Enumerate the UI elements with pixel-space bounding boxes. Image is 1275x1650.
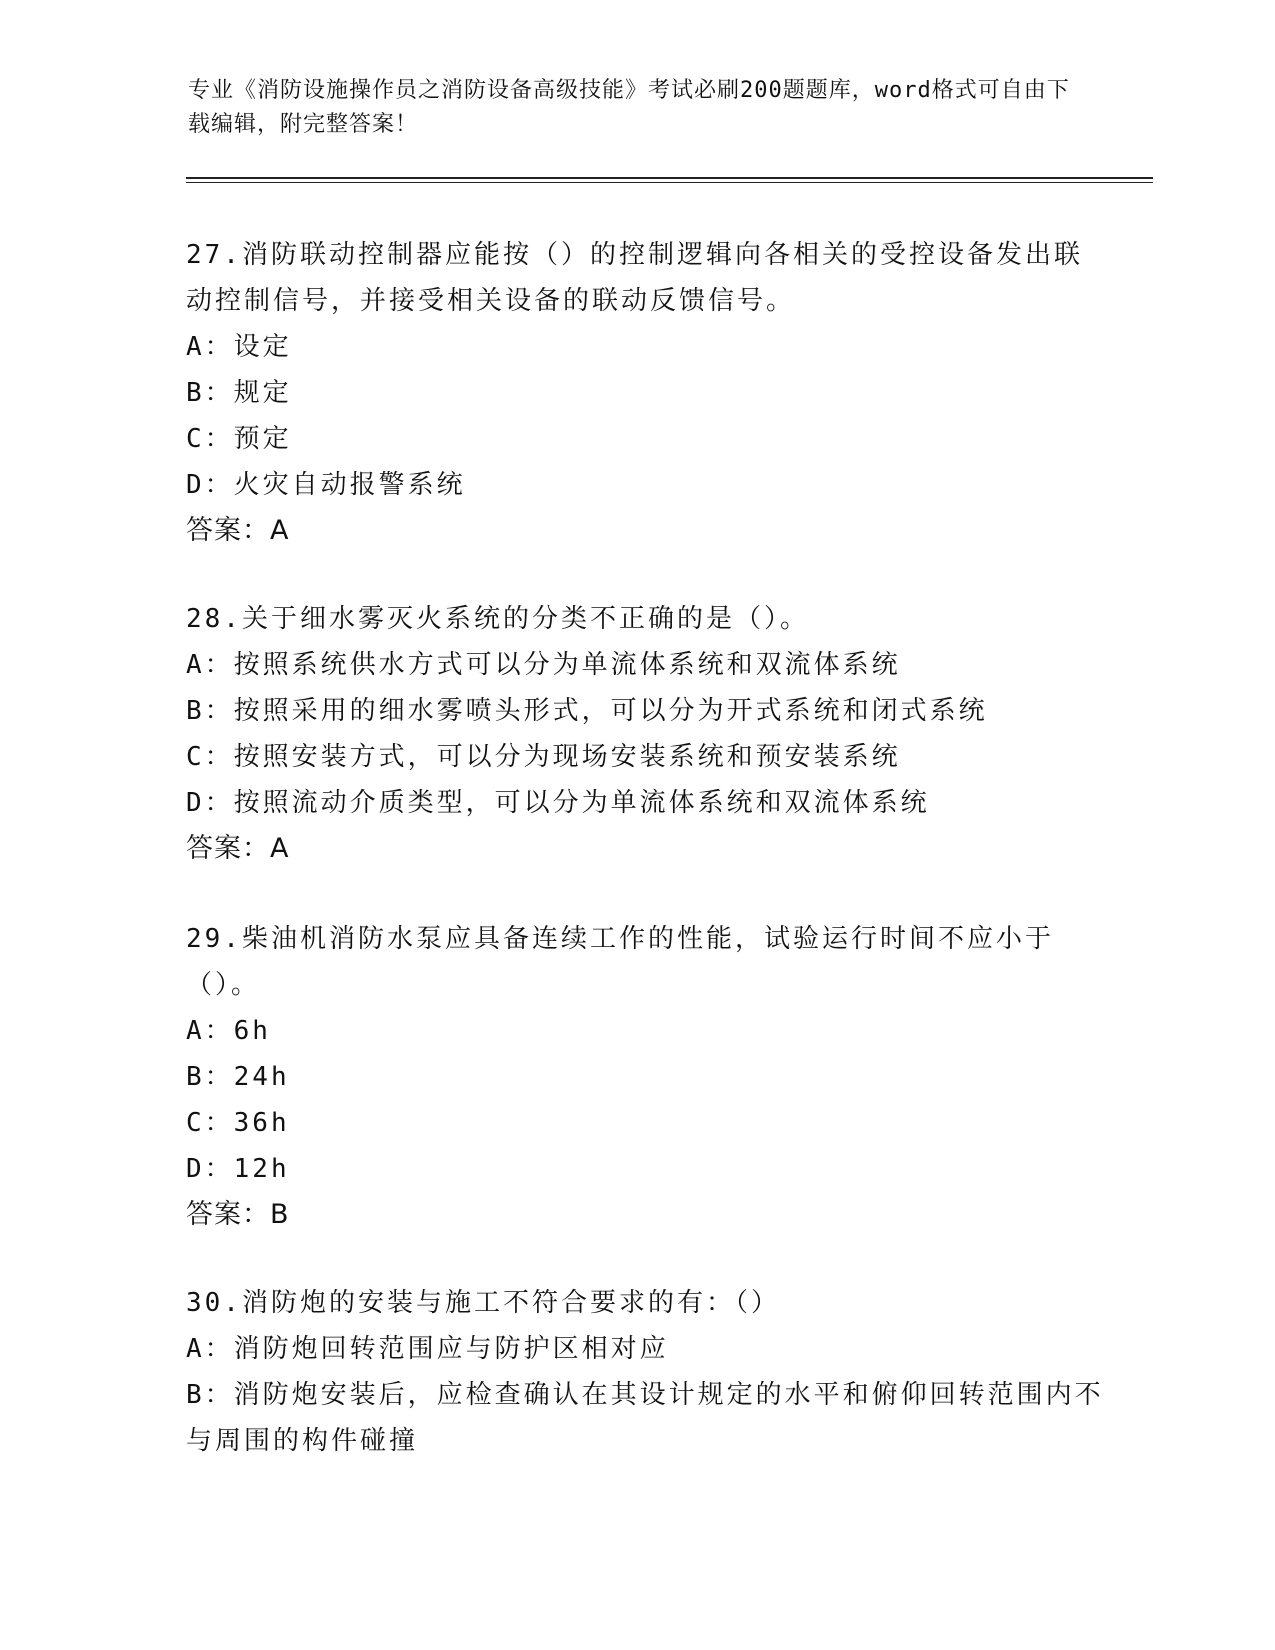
option-d: D：火灾自动报警系统 bbox=[186, 470, 466, 500]
header-divider-thin bbox=[186, 182, 1153, 183]
option-b: B：消防炮安装后，应检查确认在其设计规定的水平和俯仰回转范围内不与周围的构件碰撞 bbox=[186, 1380, 1104, 1456]
answer: 答案：A bbox=[186, 833, 290, 864]
option-d: D：12h bbox=[186, 1154, 290, 1184]
answer: 答案：B bbox=[186, 1199, 290, 1230]
option-b: B：规定 bbox=[186, 378, 292, 408]
question-stem: 28.关于细水雾灭火系统的分类不正确的是（）。 bbox=[186, 604, 809, 634]
header-divider-thick bbox=[186, 177, 1153, 179]
option-b: B：按照采用的细水雾喷头形式，可以分为开式系统和闭式系统 bbox=[186, 696, 988, 726]
option-d: D：按照流动介质类型，可以分为单流体系统和双流体系统 bbox=[186, 788, 930, 818]
answer: 答案：A bbox=[186, 515, 290, 546]
question-stem: 29.柴油机消防水泵应具备连续工作的性能，试验运行时间不应小于（）。 bbox=[186, 924, 1054, 1000]
question-30 bbox=[186, 1280, 1106, 1464]
option-a: A：按照系统供水方式可以分为单流体系统和双流体系统 bbox=[186, 650, 901, 680]
question-27 bbox=[186, 232, 1106, 554]
option-a: A：6h bbox=[186, 1016, 271, 1046]
option-c: C：预定 bbox=[186, 424, 292, 454]
document-header: 专业《消防设施操作员之消防设备高级技能》考试必刷200题题库，word格式可自由下载编辑，附完整答案！ bbox=[188, 78, 1070, 137]
option-c: C：36h bbox=[186, 1108, 290, 1138]
option-a: A：设定 bbox=[186, 332, 292, 362]
option-a: A：消防炮回转范围应与防护区相对应 bbox=[186, 1334, 669, 1364]
option-b: B：24h bbox=[186, 1062, 290, 1092]
question-stem: 27.消防联动控制器应能按（）的控制逻辑向各相关的受控设备发出联动控制信号，并接受相关设备的联动反馈信号。 bbox=[186, 240, 1083, 316]
question-29 bbox=[186, 916, 1106, 1238]
question-28 bbox=[186, 596, 1106, 872]
question-stem: 30.消防炮的安装与施工不符合要求的有：（） bbox=[186, 1288, 780, 1318]
option-c: C：按照安装方式，可以分为现场安装系统和预安装系统 bbox=[186, 742, 901, 772]
